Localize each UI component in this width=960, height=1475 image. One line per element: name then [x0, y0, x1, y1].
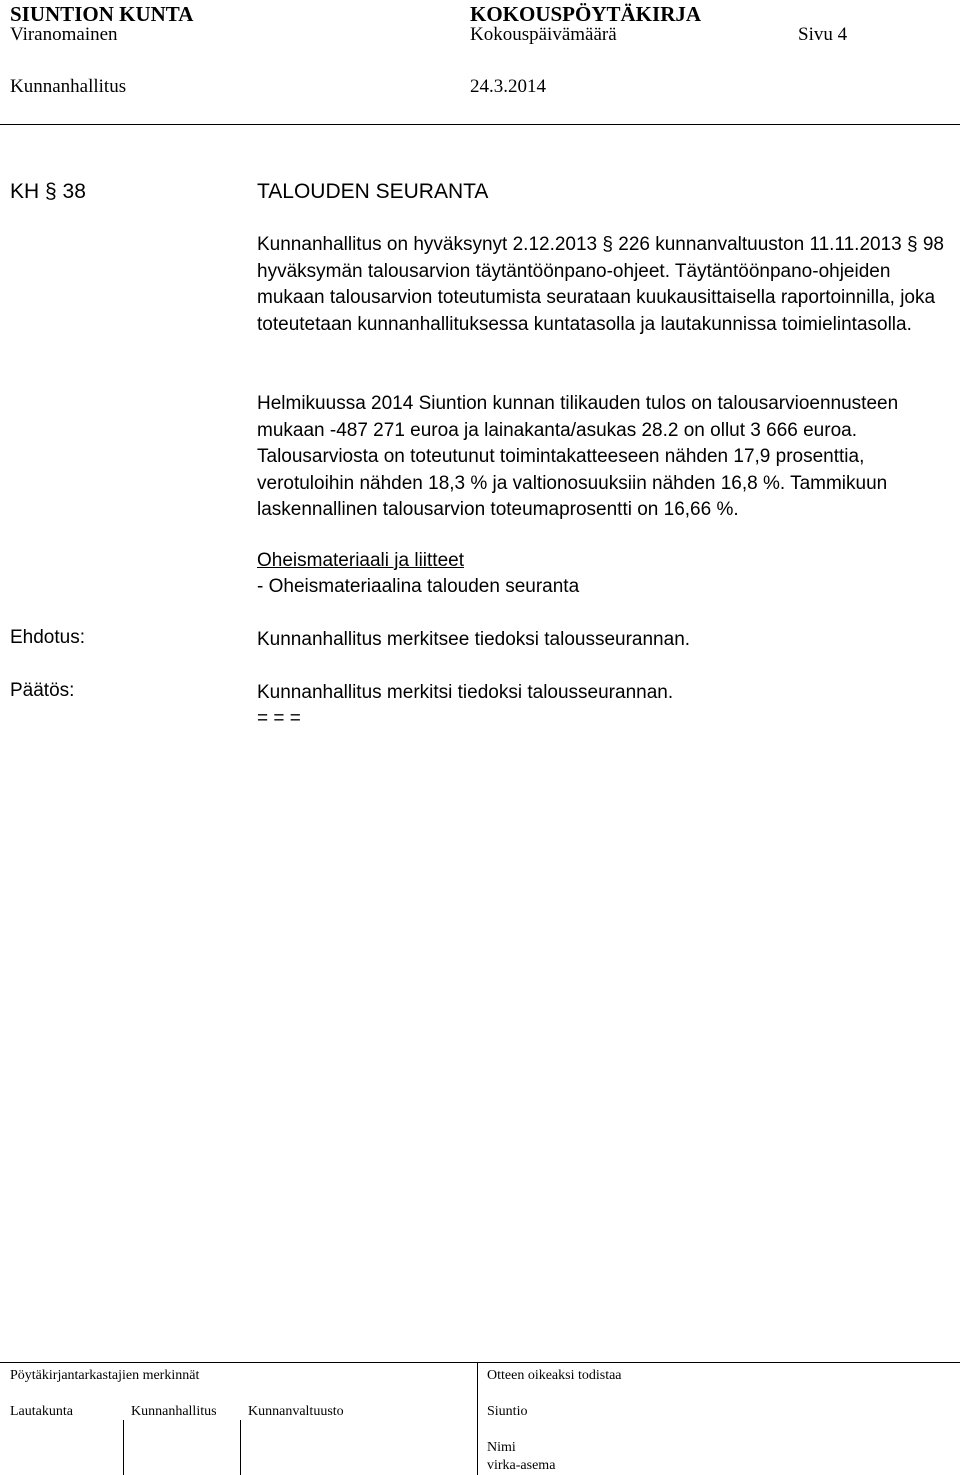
- document-type: KOKOUSPÖYTÄKIRJA: [470, 2, 702, 26]
- certified-label: Otteen oikeaksi todistaa: [487, 1368, 622, 1383]
- item-title: TALOUDEN SEURANTA: [257, 180, 489, 203]
- initials-col-kunnanvaltuusto: Kunnanvaltuusto: [248, 1404, 344, 1419]
- footer-divider: [0, 1362, 960, 1363]
- municipality-name: SIUNTION KUNTA: [10, 2, 194, 26]
- footer-column-divider-2: [240, 1420, 241, 1475]
- decision-label: Päätös:: [10, 680, 75, 701]
- authority-name: Kunnanhallitus: [10, 76, 127, 97]
- proposal-text: Kunnanhallitus merkitsee tiedoksi talousseurannan.: [257, 629, 691, 650]
- header-divider: [0, 124, 960, 125]
- item-number: KH § 38: [10, 180, 86, 203]
- footer-column-divider-1: [123, 1420, 124, 1475]
- name-label: Nimi: [487, 1440, 516, 1455]
- paragraph-1-text: Kunnanhallitus on hyväksynyt 2.12.2013 § 226 kunnanvaltuuston 11.11.2013 § 98 hyväksymän talousarvion täytäntöönpano-ohjeet. Täytäntöönpano-ohjeiden mukaan talousarvion toteutumista seurataan kuukausittaisella raportoinnilla, joka toteutetaan kunnanhallituksessa kuntatasolla ja lautakunnissa toimielintasolla.: [257, 234, 944, 335]
- body-paragraph-2: [257, 391, 947, 524]
- end-mark: = = =: [257, 708, 301, 729]
- certified-place: Siuntio: [487, 1404, 528, 1419]
- initials-col-kunnanhallitus: Kunnanhallitus: [131, 1404, 217, 1419]
- initials-col-lautakunta: Lautakunta: [10, 1404, 73, 1419]
- decision-text: Kunnanhallitus merkitsi tiedoksi talousseurannan.: [257, 682, 674, 703]
- authority-label: Viranomainen: [10, 24, 118, 45]
- paragraph-2-text: Helmikuussa 2014 Siuntion kunnan tilikauden tulos on talousarvioennusteen mukaan -487 271 euroa ja lainakanta/asukas 28.2 on ollut 3 666 euroa. Talousarviosta on toteutunut toimintakatteeseen nähden 17,9 prosenttia, verotuloihin nähden 18,3 % ja valtionosuuksiin nähden 16,8 %. Tammikuun laskennallinen talousarvion toteumaprosentti on 16,66 %.: [257, 393, 899, 520]
- title-label: virka-asema: [487, 1458, 556, 1473]
- meeting-date: 24.3.2014: [470, 76, 546, 97]
- body-paragraph-1: [257, 232, 947, 338]
- proposal-label: Ehdotus:: [10, 627, 85, 648]
- attachments-heading: Oheismateriaali ja liitteet: [257, 550, 464, 571]
- footer-column-divider-3: [477, 1362, 478, 1475]
- meeting-date-label: Kokouspäivämäärä: [470, 24, 617, 45]
- attachment-item: - Oheismateriaalina talouden seuranta: [257, 576, 580, 597]
- page-number: Sivu 4: [798, 24, 848, 45]
- initials-label: Pöytäkirjantarkastajien merkinnät: [10, 1368, 200, 1383]
